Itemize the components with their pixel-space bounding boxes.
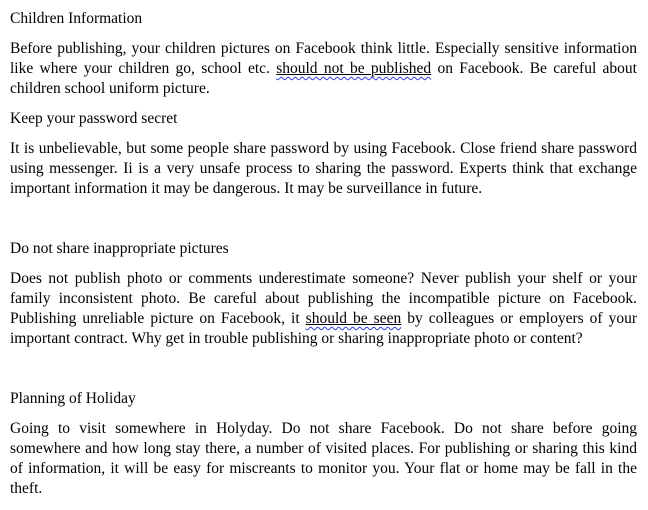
blank-line [10,359,637,379]
text-run: Does not publish photo or comments underestimate someone? Never publish your shelf or your family inconsistent photo. Be careful about publishing the incompatible picture on Facebook. Publishing unreliable picture on Facebook, it [10,270,637,327]
section-paragraph [10,139,637,199]
underlined-phrase [306,310,402,327]
section-heading: Keep your password secret [10,110,178,127]
text-run: Before publishing, your children pictures on Facebook think little. Especially sensitive information like where your children go, school etc. [10,40,637,77]
text-run: by colleagues or employers of your important contract. Why get in trouble publishing or sharing inappropriate photo or content? [10,310,637,347]
blank-line [10,209,637,229]
section-planning-of-holiday [10,389,637,499]
text-run: on Facebook. Be careful about children school uniform picture. [10,60,637,97]
section-paragraph [10,39,637,99]
section-heading: Do not share inappropriate pictures [10,240,229,257]
section-paragraph [10,269,637,349]
grammar-check-underline: should be seen [305,310,402,327]
section-children-information [10,9,637,99]
section-keep-password-secret [10,109,637,199]
section-inappropriate-pictures [10,239,637,349]
text-run: It is unbelievable, but some people share password by using Facebook. Close friend share password using messenger. Ii is a very unsafe process to sharing the password. Experts think that exchange important information it may be dangerous. It may be surveillance in future. [10,140,637,197]
underlined-phrase [276,60,431,77]
text-run: Going to visit somewhere in Holyday. Do not share Facebook. Do not share before going somewhere and how long stay there, a number of visited places. For publishing or sharing this kind of information, it will be easy for miscreants to monitor you. Your flat or home may be fall in the theft. [10,420,637,497]
section-heading: Children Information [10,10,143,27]
section-paragraph [10,419,637,499]
section-heading: Planning of Holiday [10,390,136,407]
grammar-check-underline: should not be published [276,60,432,77]
